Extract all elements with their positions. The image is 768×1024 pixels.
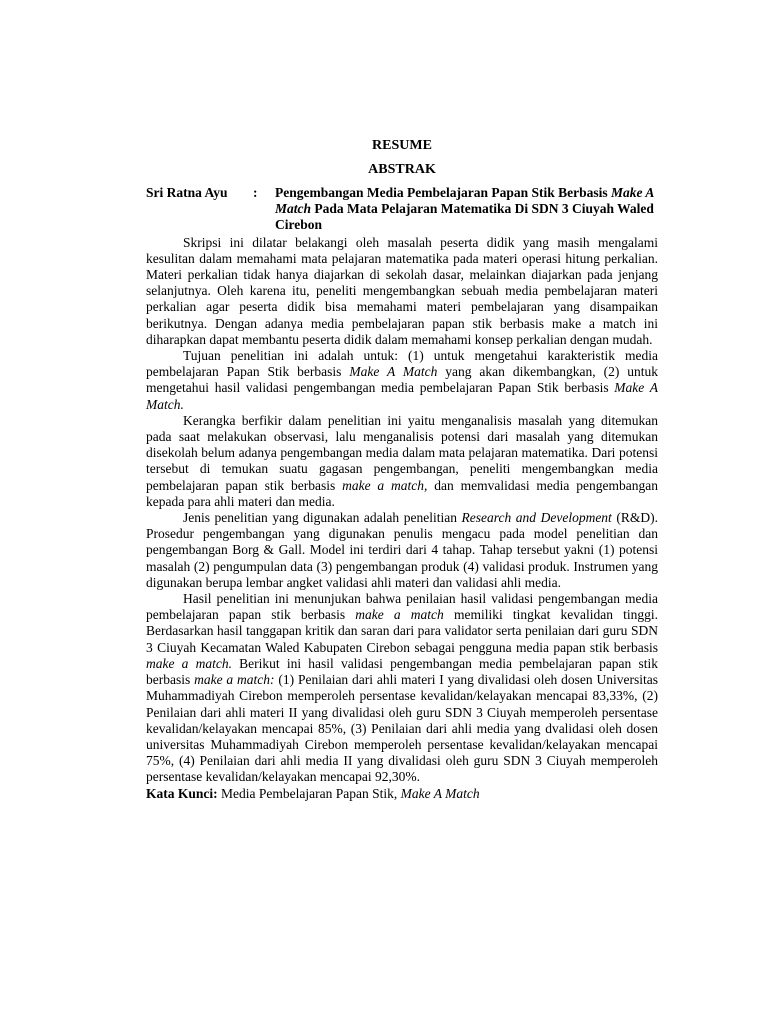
paragraph-objectives [146,348,658,413]
p5-italic-b: make a match [355,607,444,623]
p2-text-a: Tujuan penelitian ini adalah untuk: (1) untuk mengetahui karakteristik media pembelajaran Papan Stik berbasis [146,348,658,380]
p2-italic-b: Make A Match [349,364,438,380]
author-title-block [146,185,658,234]
abstrak-heading: ABSTRAK [368,162,436,177]
p5-text-g: (1) Penilaian dari ahli materi I yang divalidasi oleh dosen Universitas Muhammadiyah Cirebon memperoleh persentase kevalidan/kelayakan mencapai 83,33%, (2) Penilaian dari ahli materi II yang divalidasi oleh guru SDN 3 Ciuyah memperoleh persentase kevalidan/kelayakan mencapai 85%, (3) Penilaian dari ahli media yang dvalidasi oleh dosen universitas Muhammadiyah Cirebon memperoleh persentase kevalidan/kelayakan mencapai 75%, (4) Penilaian dari ahli media II yang divalidasi oleh guru SDN 3 Ciuyah memperoleh persentase kevalidan/kelayakan mencapai 92,30%. [146,672,658,785]
p5-text-e: Berikut ini hasil validasi pengembangan media pembelajaran papan stik berbasis [146,655,658,688]
author-name: Sri Ratna Ayu [146,185,228,200]
paragraph-background: Skripsi ini dilatar belakangi oleh masalah peserta didik yang masih mengalami kesulitan dalam memahami mata pelajaran matematika pada materi operasi hitung perkalian. Materi perkalian tidak hanya diajarkan di sekolah dasar, melainkan diajarkan pada jenjang selanjutnya. Oleh karena itu, peneliti mengembangkan sebuah media pembelajaran materi perkalian agar peserta didik bisa memahami materi pembelajaran yang disampaikan berikutnya. Dengan adanya media pembelajaran papan stik berbasis make a match ini diharapkan dapat membantu peserta didik dalam memahami konsep perkalian dengan mudah. [146,234,658,347]
p4-italic-b: Research and Development [461,510,612,526]
p5-italic-f: make a match: [194,672,275,688]
keywords-line [146,786,658,802]
thesis-title [275,185,658,234]
thesis-title-part2: Pada Mata Pelajaran Matematika Di SDN 3 Ciuyah Waled Cirebon [275,201,654,233]
p3-italic-b: make a match, [342,477,428,493]
p4-text-c: (R&D). Prosedur pengembangan yang digunakan penulis mengacu pada model penelitian dan pengembangan Borg & Gall. Model ini terdiri dari 4 tahap. Tahap tersebut yakni (1) potensi masalah (2) pengumpulan data (3) pengembangan produk (4) validasi produk. Instrumen yang digunakan berupa lembar angket validasi ahli materi dan validasi ahli media. [146,510,658,590]
thesis-title-italic: Make A Match [275,185,654,217]
keywords-text: Media Pembelajaran Papan Stik, [217,785,401,801]
thesis-title-part1: Pengembangan Media Pembelajaran Papan Stik Berbasis [275,185,612,200]
p2-italic-d: Make A Match. [146,380,658,412]
p5-text-c: memiliki tingkat kevalidan tinggi. Berdasarkan hasil tanggapan kritik dan saran dari para validator serta penilaian dari guru SDN 3 Ciuyah Kecamatan Waled Kabupaten Cirebon sebagai pengguna media papan stik berbasis [146,607,658,655]
keywords-label: Kata Kunci: [146,785,218,801]
keywords-italic: Make A Match [400,785,480,801]
paragraph-method [146,510,658,591]
paragraph-framework [146,413,658,510]
paragraph-results [146,591,658,785]
p5-text-a: Hasil penelitian ini menunjukan bahwa penilaian hasil validasi pengembangan media pembelajaran papan stik berbasis [146,591,658,623]
resume-heading: RESUME [372,138,432,153]
p2-text-c: yang akan dikembangkan, (2) untuk mengetahui hasil validasi pengembangan media pembelajaran Papan Stik berbasis [146,364,658,396]
p5-italic-d: make a match. [146,655,232,671]
abstract-content [146,137,658,802]
p3-text-c: dan memvalidasi media pengembangan kepada para ahli materi dan media. [146,477,658,509]
p3-text-a: Kerangka berfikir dalam penelitian ini yaitu menganalisis masalah yang ditemukan pada saat melakukan observasi, lalu menganalisis potensi dari masalah yang ditemukan disekolah belum adanya pengembangan media dalam mata pelajaran matematika. Dari potensi tersebut di temukan suatu gagasan pengembangan, peneliti mengembangkan media pembelajaran papan stik berbasis [146,412,658,493]
p4-text-a: Jenis penelitian yang digunakan adalah penelitian [183,510,462,526]
author-separator: : [253,185,258,200]
